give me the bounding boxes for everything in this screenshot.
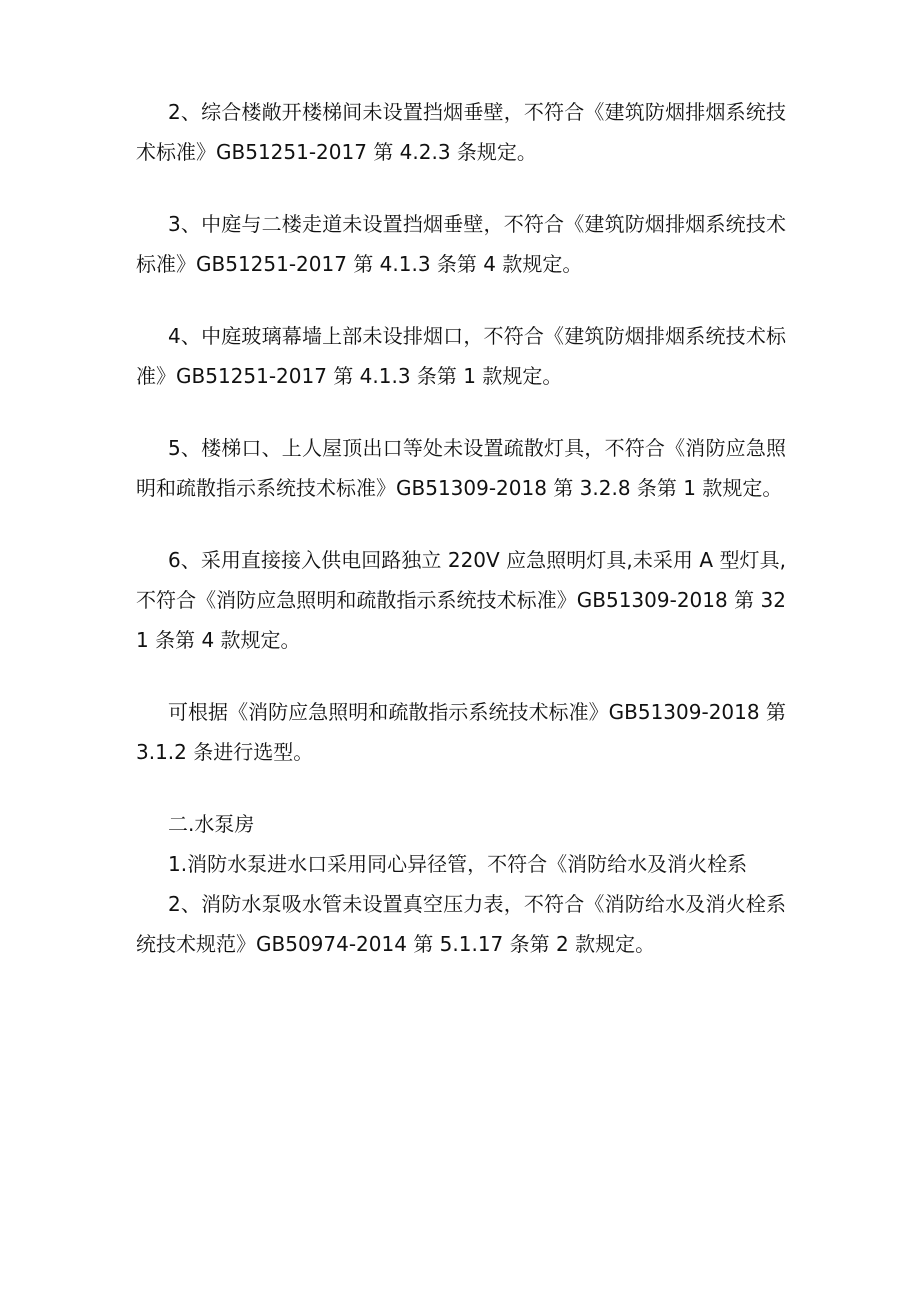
document-body [136,92,786,964]
section-heading-pump-room: 二.水泵房 [168,812,255,836]
paragraph-item-6: 6、采用直接接入供电回路独立 220V 应急照明灯具,未采用 A 型灯具,不符合《消防应急照明和疏散指示系统技术标准》GB51309-2018 第 321 条第 4 款规定。 [136,548,786,652]
paragraph-item-5: 5、楼梯口、上人屋顶出口等处未设置疏散灯具，不符合《消防应急照明和疏散指示系统技术标准》GB51309-2018 第 3.2.8 条第 1 款规定。 [136,436,786,500]
paragraph-item-3: 3、中庭与二楼走道未设置挡烟垂壁，不符合《建筑防烟排烟系统技术标准》GB51251-2017 第 4.1.3 条第 4 款规定。 [136,212,786,276]
paragraph-pump-item-2: 2、消防水泵吸水管未设置真空压力表，不符合《消防给水及消火栓系统技术规范》GB50974-2014 第 5.1.17 条第 2 款规定。 [136,892,786,956]
paragraph-pump-item-1: 1.消防水泵进水口采用同心异径管，不符合《消防给水及消火栓系 [168,852,748,876]
paragraph-selection-note: 可根据《消防应急照明和疏散指示系统技术标准》GB51309-2018 第 3.1.2 条进行选型。 [136,700,786,764]
paragraph-item-4: 4、中庭玻璃幕墙上部未设排烟口，不符合《建筑防烟排烟系统技术标准》GB51251-2017 第 4.1.3 条第 1 款规定。 [136,324,786,388]
paragraph-item-2: 2、综合楼敞开楼梯间未设置挡烟垂壁，不符合《建筑防烟排烟系统技术标准》GB51251-2017 第 4.2.3 条规定。 [136,100,786,164]
